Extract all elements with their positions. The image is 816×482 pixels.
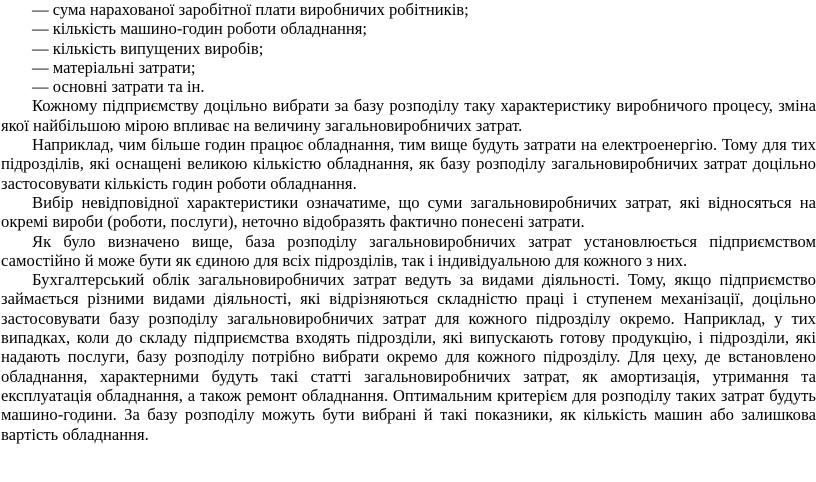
list-item-main-costs: — основні затрати та ін. [32,77,205,97]
list-item-machine-hours: — кількість машино-годин роботи обладнання; [32,19,368,39]
list-item-material-costs: — матеріальні затрати; [32,57,196,77]
paragraph-choice-of-base: Кожному підприємству доцільно вибрати за базу розподілу таку характеристику виробничого процесу, зміна якої найбільшою мірою впливає на величину загальновиробничих затрат. [1,96,816,135]
list-item-wages: — сума нарахованої заробітної плати виробничих робітників; [32,0,469,19]
allocation-base-list [1,0,816,96]
paragraph-example-equipment: Наприклад, чим більше годин працює обладнання, тим вище будуть затрати на електроенергію. Тому для тих підрозділів, які оснащені великою кількістю обладнання, як базу розподілу загальновиробничих затрат доцільно застосовувати кількість годин роботи обладнання. [1,135,816,193]
paragraph-accounting-by-activity: Бухгалтерський облік загальновиробничих затрат ведуть за видами діяльності. Тому, якщо підприємство займається різними видами діяльності, які відрізняються складністю праці і ступенем механізації, доцільно застосовувати базу розподілу загальновиробничих затрат для кожного підрозділу окремо. Наприклад, у тих випадках, коли до складу підприємства входять підрозділи, які випускають готову продукцію, і підрозділи, які надають послуги, базу розподілу потрібно вибрати окремо для кожного підрозділу. Для цеху, де встановлено обладнання, характерними будуть такі статті загальновиробничих затрат, як амортизація, утримання та експлуатація обладнання, а також ремонт обладнання. Оптимальним критерієм для розподілу таких затрат будуть машино-години. За базу розподілу можуть бути вибрані й такі показники, як кількість машин або залишкова вартість обладнання. [1,270,816,444]
list-item-products: — кількість випущених виробів; [32,38,264,58]
paragraph-wrong-characteristic: Вибір невідповідної характеристики означатиме, що суми загальновиробничих затрат, які відносяться на окремі вироби (роботи, послуги), неточно відобразять фактично понесені затрати. [1,192,816,232]
paragraph-base-established: Як було визначено вище, база розподілу загальновиробничих затрат установлюється підприємством самостійно й може бути як єдиною для всіх підрозділів, так і індивідуальною для кожного з них. [1,231,816,270]
